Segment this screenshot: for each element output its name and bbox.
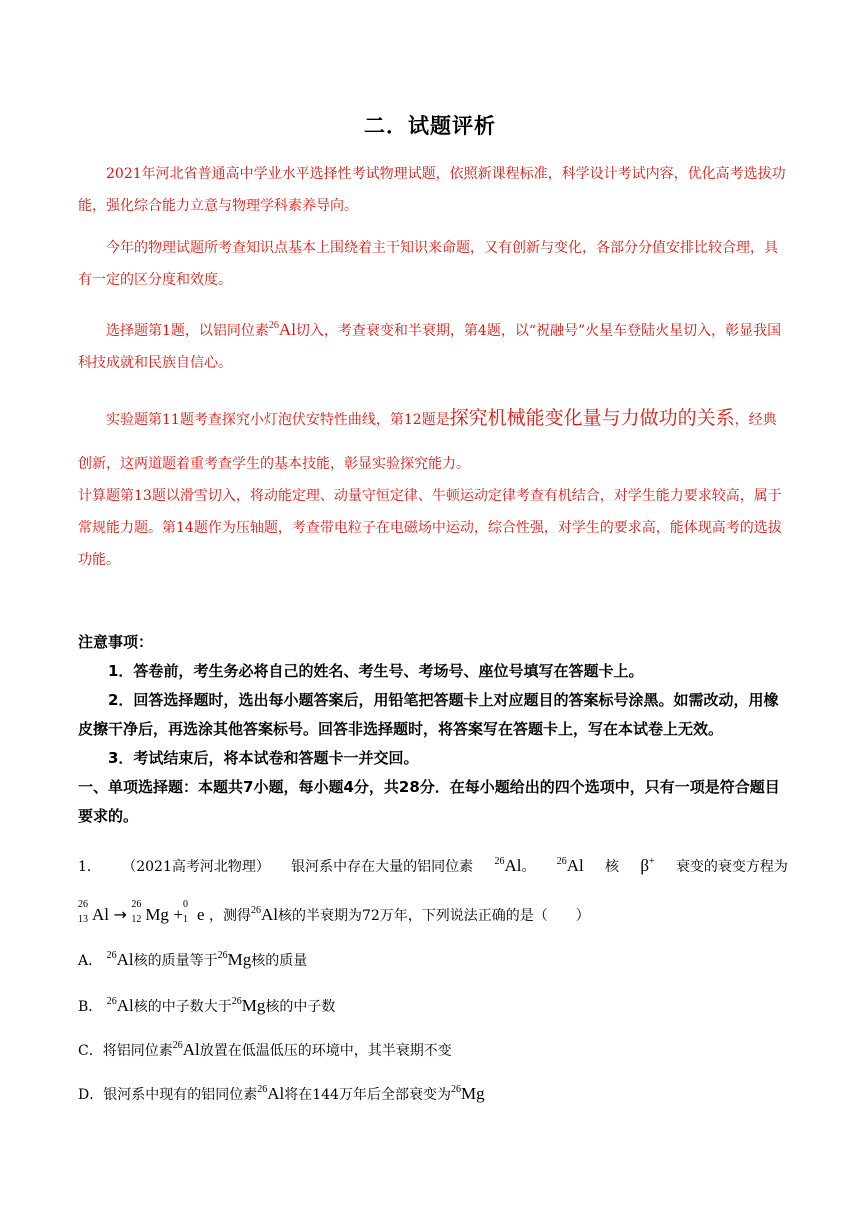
question-number: 1． [78,859,101,875]
section-heading: 一、单项选择题：本题共7小题，每小题4分，共28分．在每小题给出的四个选项中，只有一项是符合题目要求的。 [78,778,780,825]
al-symbol: Al [504,856,522,875]
option-a: A． $^{26}$Al核的质量等于$^{26}$Mg核的质量 [78,950,308,969]
mg-nuclide: 26 12 Mg [131,899,169,925]
analysis-p4-text-a: 实验题第11题考查探究小灯泡伏安特性曲线，第12题是 [106,412,450,428]
al-symbol: Al [278,320,296,339]
analysis-p3-text-a: 选择题第1题，以铝同位素 [106,323,269,339]
note-item-3: 3．考试结束后，将本试卷和答题卡一并交回。 [108,749,419,767]
analysis-p4-text-b: ，经典创新，这两道题着重考查学生的基本技能，彰显实验探究能力。 [78,412,777,472]
option-b: B． $^{26}$Al核的中子数大于$^{26}$Mg核的中子数 [78,996,336,1015]
al-mass-number: 26 [556,856,567,867]
al-symbol: Al [260,905,278,924]
exam-notes [78,628,788,831]
analysis-p3-text-b: 切入，考查衰变和半衰期，第4题，以“祝融号”火星车登陆火星切入，彰显我国科技成就和民族自信心。 [78,323,782,371]
al-mass-number: 26 [250,905,261,916]
analysis-paragraph-4 [78,396,788,486]
question-stem-d: ，测得 [208,908,251,924]
al-symbol: Al [566,856,584,875]
analysis-paragraph-1: 2021年河北省普通高中学业水平选择性考试物理试题，依照新课程标准，科学设计考试内容，优化高考选拔功能，强化综合能力立意与物理学科素养导向。 [78,166,786,214]
beta-plus: β+ [640,856,655,875]
option-c: C．将铝同位素$^{26}$Al放置在低温低压的环境中，其半衰期不变 [78,1040,452,1059]
question-1-equation-line [78,899,788,925]
plus-sign: + [173,905,183,924]
analysis-p4-highlight: 探究机械能变化量与力做功的关系 [449,407,735,429]
question-source: （2021高考河北物理） [122,859,270,875]
al-mass-number: 26 [268,320,279,331]
al-26-term [557,856,584,876]
reaction-arrow: → [113,905,127,924]
note-item-1: 1．答卷前，考生务必将自己的姓名、考生号、考场号、座位号填写在答题卡上。 [108,662,644,680]
analysis-paragraph-2: 今年的物理试题所考查知识点基本上围绕着主干知识来命题，又有创新与变化，各部分分值安排比较合理，具有一定的区分度和效度。 [78,240,778,288]
analysis-paragraph-5: 计算题第13题以滑雪切入，将动能定理、动量守恒定律、牛顿运动定律考查有机结合，对学生能力要求较高，属于常规能力题。第14题作为压轴题，考查带电粒子在电磁场中运动，综合性强，对学生的要求高，能体现高考的选拔功能。 [78,488,782,568]
question-1-stem-line-1 [78,856,788,876]
question-stem-b: 核 [605,859,620,875]
notes-heading: 注意事项： [78,633,154,651]
al-nuclide: 26 13 Al [78,899,109,925]
al-mass-number: 26 [494,856,505,867]
question-stem-a: 银河系中存在大量的铝同位素 [291,859,474,875]
page-title: 二．试题评析 [364,114,496,138]
analysis-paragraph-3 [78,310,788,379]
al-26-term: $^{26}$Al。 [494,856,536,875]
positron: 0 1 e [182,899,205,925]
question-stem-e: 核的半衰期为72万年，下列说法正确的是（ ） [277,908,590,924]
option-d: D．银河系中现有的铝同位素$^{26}$Al将在144万年后全部衰变为$^{26}$Mg [78,1084,485,1103]
question-stem-c: 衰变的衰变方程为 [675,859,788,875]
note-item-2: 2．回答选择题时，选出每小题答案后，用铅笔把答题卡上对应题目的答案标号涂黑。如需改动，用橡皮擦干净后，再选涂其他答案标号。回答非选择题时，将答案写在答题卡上，写在本试卷上无效。 [78,691,779,738]
